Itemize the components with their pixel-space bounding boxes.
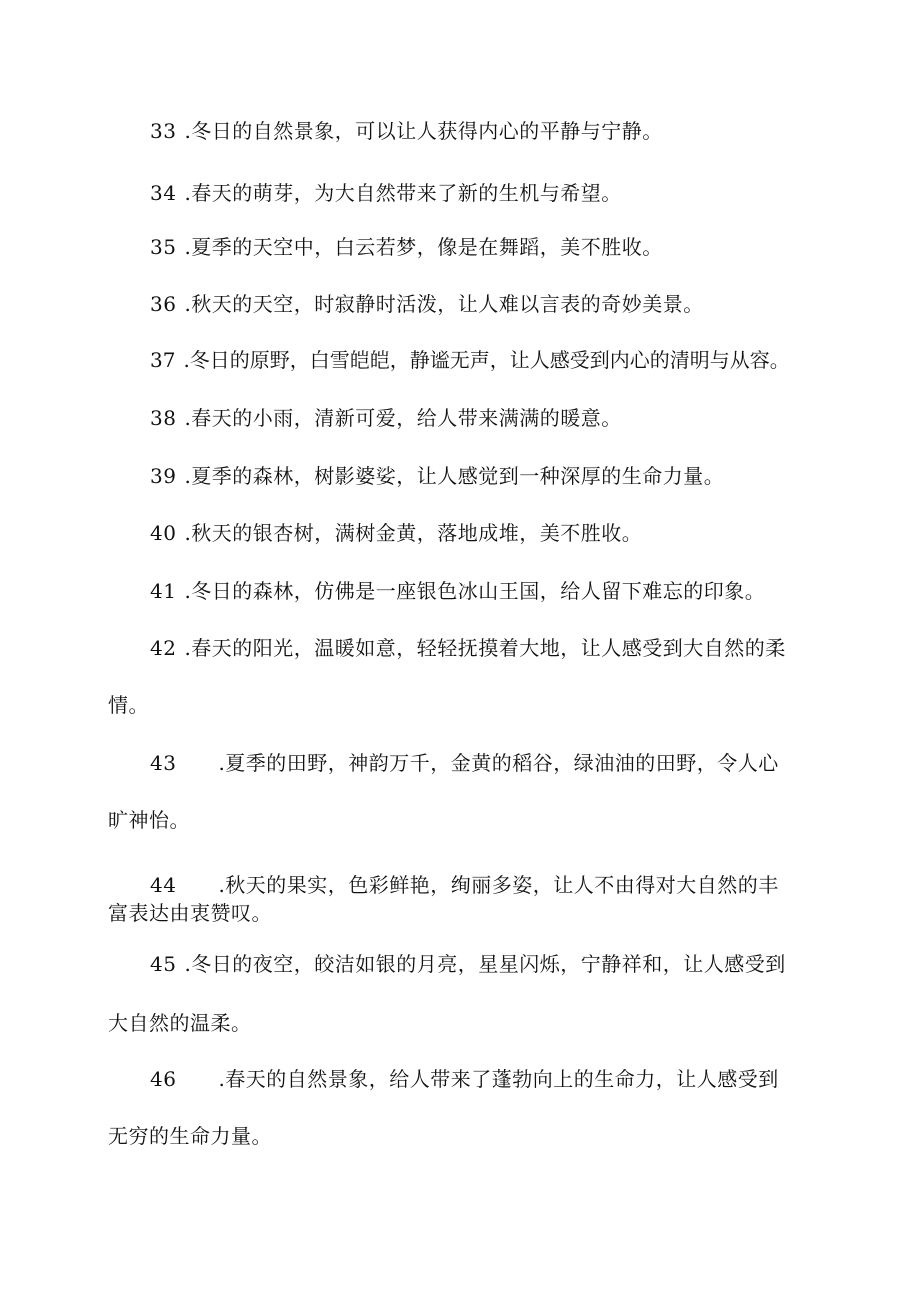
item-text: .冬日的森林，仿佛是一座银色冰山王国，给人留下难忘的印象。 <box>184 579 766 603</box>
item-text: .冬日的原野，白雪皑皑，静谧无声，让人感受到内心的清明与从容。 <box>183 348 790 372</box>
list-item <box>150 233 663 261</box>
item-number: 33 <box>150 119 177 143</box>
item-number: 45 <box>150 952 177 976</box>
list-item <box>150 290 704 318</box>
item-text-continuation: 无穷的生命力量。 <box>108 1124 272 1148</box>
list-item <box>150 179 622 207</box>
item-text: .夏季的天空中，白云若梦，像是在舞蹈，美不胜收。 <box>184 235 663 259</box>
item-text: .春天的萌芽，为大自然带来了新的生机与希望。 <box>184 181 622 205</box>
list-item-continuation <box>108 899 272 927</box>
item-text: .夏季的森林，树影婆娑，让人感觉到一种深厚的生命力量。 <box>184 464 725 488</box>
item-text: .春天的阳光，温暖如意，轻轻抚摸着大地，让人感受到大自然的柔 <box>184 636 786 660</box>
item-number: 34 <box>150 181 177 205</box>
list-item <box>150 519 642 547</box>
item-text: .冬日的夜空，皎洁如银的月亮，星星闪烁，宁静祥和，让人感受到 <box>184 952 786 976</box>
list-item <box>150 577 765 605</box>
item-text-continuation: 旷神怡。 <box>108 808 190 832</box>
item-number: 44 <box>150 873 177 897</box>
item-number: 43 <box>150 751 177 775</box>
item-number: 37 <box>150 348 176 372</box>
item-number: 42 <box>150 636 177 660</box>
item-number: 41 <box>150 579 177 603</box>
item-text: .春天的小雨，清新可爱，给人带来满满的暖意。 <box>184 406 622 430</box>
item-number: 46 <box>150 1067 177 1091</box>
item-text-continuation: 情。 <box>108 693 149 717</box>
item-number: 35 <box>150 235 177 259</box>
item-text-continuation: 大自然的温柔。 <box>108 1011 252 1035</box>
list-item <box>150 950 786 978</box>
list-item <box>150 749 779 777</box>
list-item-continuation <box>108 1122 272 1150</box>
list-item <box>150 404 622 432</box>
item-text: .秋天的天空，时寂静时活泼，让人难以言表的奇妙美景。 <box>184 292 704 316</box>
list-item-continuation <box>108 1009 252 1037</box>
list-item <box>150 346 790 374</box>
item-number: 36 <box>150 292 177 316</box>
item-text: .秋天的果实，色彩鲜艳，绚丽多姿，让人不由得对大自然的丰 <box>218 873 779 897</box>
item-text: .春天的自然景象，给人带来了蓬勃向上的生命力，让人感受到 <box>218 1067 779 1091</box>
item-number: 38 <box>150 406 177 430</box>
item-text-continuation: 富表达由衷赞叹。 <box>108 901 272 925</box>
list-item <box>150 1065 779 1093</box>
list-item <box>150 462 724 490</box>
item-text: .夏季的田野，神韵万千，金黄的稻谷，绿油油的田野，令人心 <box>218 751 779 775</box>
list-item <box>150 871 779 899</box>
item-number: 40 <box>150 521 177 545</box>
item-text: .秋天的银杏树，满树金黄，落地成堆，美不胜收。 <box>184 521 643 545</box>
item-number: 39 <box>150 464 177 488</box>
list-item <box>150 117 663 145</box>
list-item-continuation <box>108 806 190 834</box>
list-item-continuation <box>108 691 149 719</box>
list-item <box>150 634 786 662</box>
item-text: .冬日的自然景象，可以让人获得内心的平静与宁静。 <box>184 119 663 143</box>
